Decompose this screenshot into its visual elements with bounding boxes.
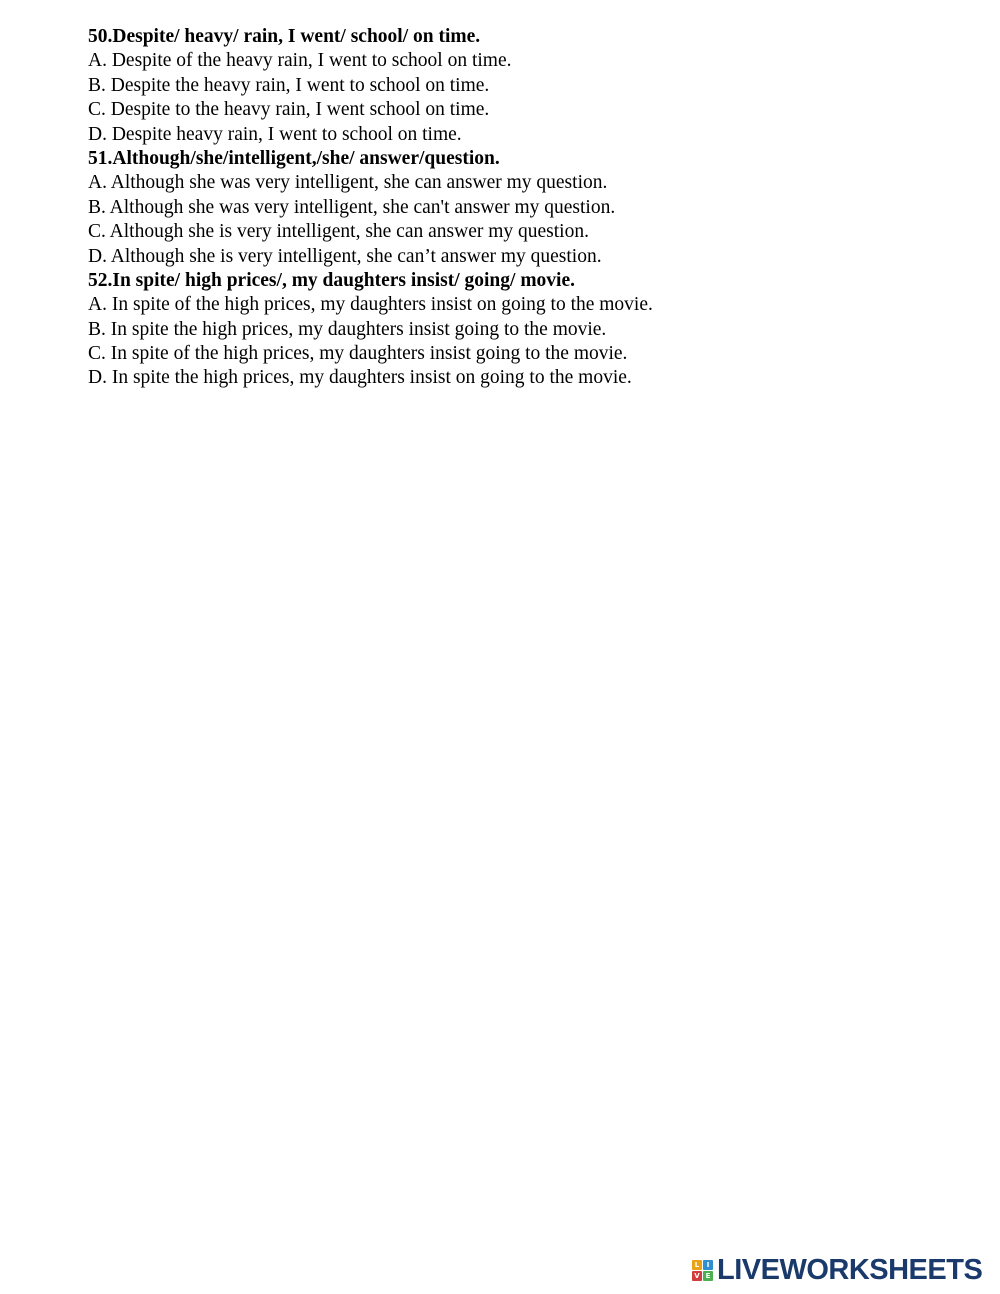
- option-a: A. In spite of the high prices, my daughters insist on going to the movie.: [88, 294, 653, 316]
- option-c: C. Despite to the heavy rain, I went school on time.: [88, 99, 490, 121]
- logo-mark-tile: V: [692, 1271, 702, 1281]
- option-b: B. Although she was very intelligent, she can't answer my question.: [88, 196, 616, 218]
- question-50: [88, 25, 968, 147]
- option-b: B. Despite the heavy rain, I went to school on time.: [88, 74, 490, 96]
- question-title: 52.In spite/ high prices/, my daughters insist/ going/ movie.: [88, 269, 576, 291]
- question-title: 51.Although/she/intelligent,/she/ answer/question.: [88, 147, 500, 169]
- question-51: [88, 147, 968, 269]
- option-d: D. Although she is very intelligent, she can’t answer my question.: [88, 245, 602, 267]
- logo-mark-icon: [692, 1260, 713, 1281]
- logo-text: LIVEWORKSHEETS: [717, 1254, 983, 1286]
- option-c: C. Although she is very intelligent, she can answer my question.: [88, 221, 589, 243]
- logo-mark-tile: I: [703, 1260, 713, 1270]
- option-a: A. Although she was very intelligent, she can answer my question.: [88, 172, 608, 194]
- liveworksheets-logo: [692, 1255, 982, 1285]
- logo-mark-tile: E: [703, 1271, 713, 1281]
- option-b: B. In spite the high prices, my daughters insist going to the movie.: [88, 318, 607, 340]
- question-title: 50.Despite/ heavy/ rain, I went/ school/ on time.: [88, 26, 481, 47]
- logo-mark-tile: L: [692, 1260, 702, 1270]
- question-52: [88, 269, 968, 391]
- option-d: D. In spite the high prices, my daughters insist on going to the movie.: [88, 367, 632, 389]
- option-c: C. In spite of the high prices, my daughters insist going to the movie.: [88, 343, 628, 365]
- option-d: D. Despite heavy rain, I went to school on time.: [88, 123, 462, 145]
- worksheet: [88, 25, 968, 391]
- option-a: A. Despite of the heavy rain, I went to school on time.: [88, 50, 512, 72]
